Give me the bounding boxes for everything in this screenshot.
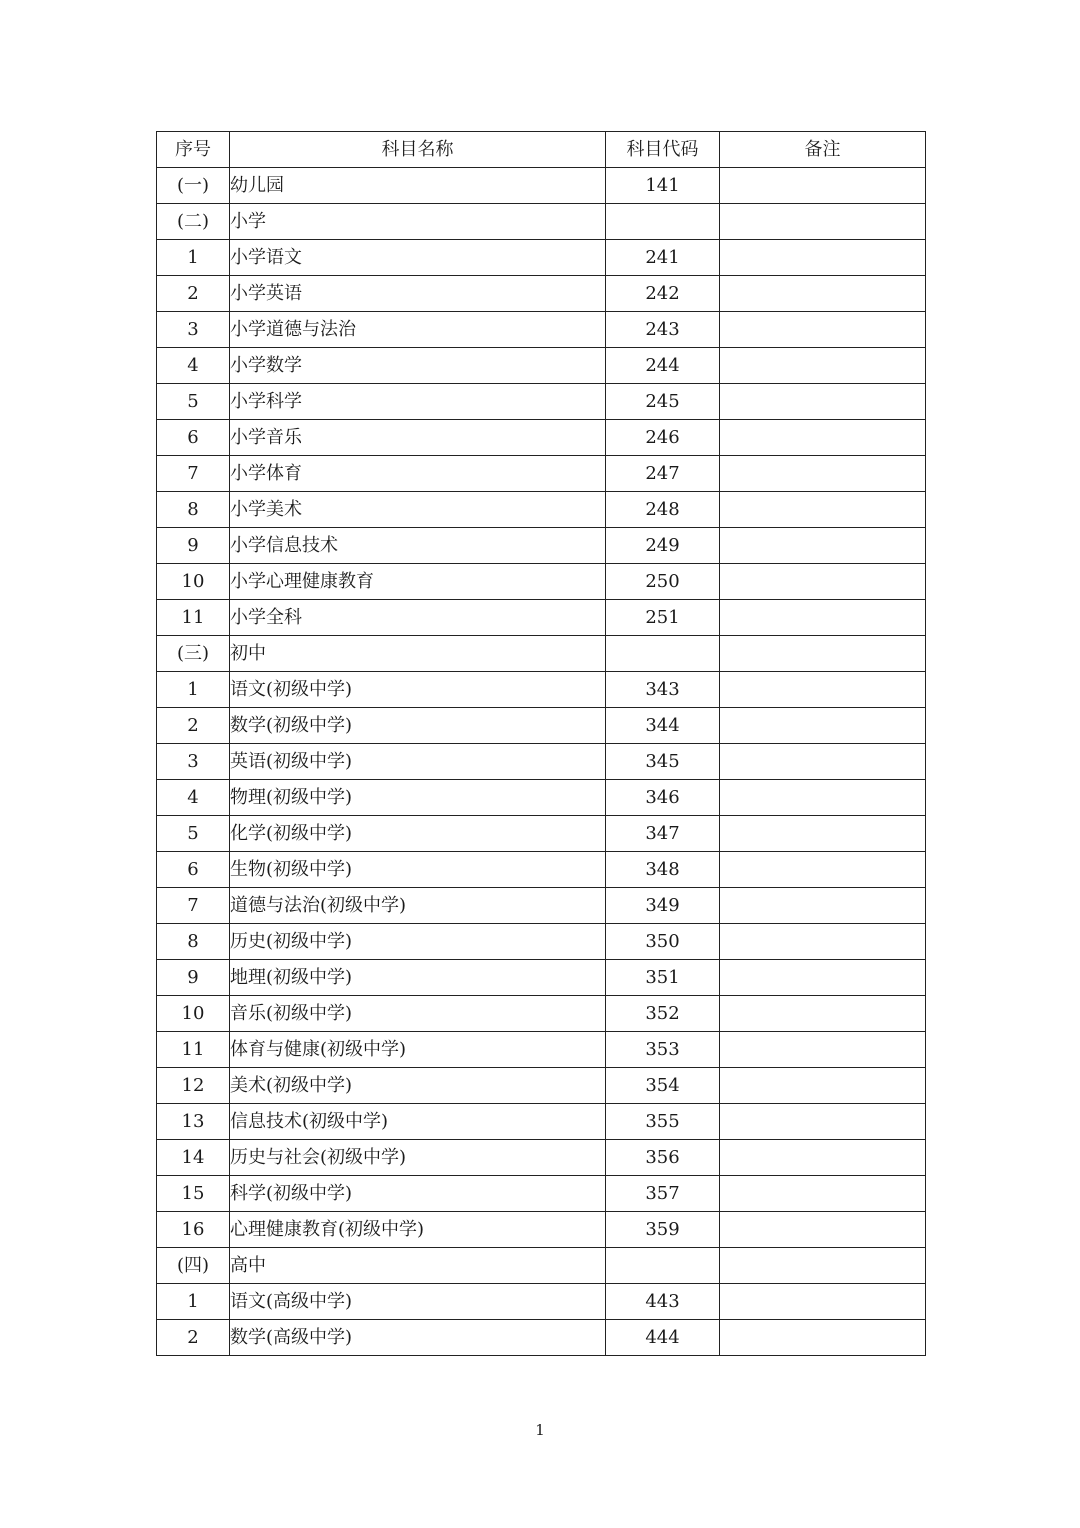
seq-cell: 5 (157, 816, 230, 852)
subject-name-cell: 体育与健康(初级中学) (230, 1032, 606, 1068)
header-seq: 序号 (157, 132, 230, 168)
note-cell (720, 456, 926, 492)
note-cell (720, 888, 926, 924)
subject-name-cell: 语文(高级中学) (230, 1284, 606, 1320)
seq-cell: 7 (157, 456, 230, 492)
header-row (157, 132, 926, 168)
table-row (157, 1284, 926, 1320)
subject-name-cell: 小学音乐 (230, 420, 606, 456)
subject-code-cell: 244 (606, 348, 720, 384)
subject-code-cell (606, 636, 720, 672)
table-row (157, 1104, 926, 1140)
subject-name-cell: 小学道德与法治 (230, 312, 606, 348)
note-cell (720, 204, 926, 240)
seq-cell: (三) (157, 636, 230, 672)
table-row (157, 888, 926, 924)
subject-name-cell: 幼儿园 (230, 168, 606, 204)
seq-cell: 9 (157, 960, 230, 996)
seq-cell: 4 (157, 348, 230, 384)
note-cell (720, 816, 926, 852)
subject-code-table (156, 131, 926, 1356)
subject-code-cell: 241 (606, 240, 720, 276)
note-cell (720, 240, 926, 276)
seq-cell: (一) (157, 168, 230, 204)
subject-code-cell: 346 (606, 780, 720, 816)
table-row (157, 960, 926, 996)
note-cell (720, 1140, 926, 1176)
seq-cell: 6 (157, 420, 230, 456)
note-cell (720, 420, 926, 456)
note-cell (720, 492, 926, 528)
seq-cell: 2 (157, 1320, 230, 1356)
subject-name-cell: 小学语文 (230, 240, 606, 276)
note-cell (720, 852, 926, 888)
subject-name-cell: 生物(初级中学) (230, 852, 606, 888)
note-cell (720, 996, 926, 1032)
note-cell (720, 1176, 926, 1212)
subject-name-cell: 高中 (230, 1248, 606, 1284)
seq-cell: 15 (157, 1176, 230, 1212)
note-cell (720, 348, 926, 384)
subject-code-cell: 444 (606, 1320, 720, 1356)
subject-code-cell: 249 (606, 528, 720, 564)
subject-name-cell: 信息技术(初级中学) (230, 1104, 606, 1140)
note-cell (720, 564, 926, 600)
subject-name-cell: 历史(初级中学) (230, 924, 606, 960)
subject-code-cell: 351 (606, 960, 720, 996)
seq-cell: 1 (157, 672, 230, 708)
seq-cell: 16 (157, 1212, 230, 1248)
note-cell (720, 600, 926, 636)
table-row (157, 672, 926, 708)
table-row (157, 1320, 926, 1356)
table-row (157, 816, 926, 852)
note-cell (720, 384, 926, 420)
note-cell (720, 168, 926, 204)
subject-name-cell: 小学 (230, 204, 606, 240)
table-row (157, 1212, 926, 1248)
table-row (157, 384, 926, 420)
subject-code-cell: 356 (606, 1140, 720, 1176)
subject-name-cell: 小学科学 (230, 384, 606, 420)
subject-name-cell: 心理健康教育(初级中学) (230, 1212, 606, 1248)
seq-cell: 1 (157, 240, 230, 276)
subject-code-cell: 347 (606, 816, 720, 852)
subject-code-cell: 250 (606, 564, 720, 600)
table-row (157, 996, 926, 1032)
subject-code-cell: 355 (606, 1104, 720, 1140)
seq-cell: (二) (157, 204, 230, 240)
subject-code-cell: 246 (606, 420, 720, 456)
subject-code-cell: 245 (606, 384, 720, 420)
note-cell (720, 1320, 926, 1356)
subject-name-cell: 小学美术 (230, 492, 606, 528)
subject-name-cell: 科学(初级中学) (230, 1176, 606, 1212)
note-cell (720, 1104, 926, 1140)
subject-code-cell: 349 (606, 888, 720, 924)
note-cell (720, 1284, 926, 1320)
seq-cell: 4 (157, 780, 230, 816)
table-row (157, 780, 926, 816)
note-cell (720, 960, 926, 996)
subject-code-cell: 343 (606, 672, 720, 708)
table-row (157, 1176, 926, 1212)
note-cell (720, 528, 926, 564)
note-cell (720, 672, 926, 708)
seq-cell: (四) (157, 1248, 230, 1284)
seq-cell: 14 (157, 1140, 230, 1176)
subject-code-cell: 359 (606, 1212, 720, 1248)
table-row (157, 924, 926, 960)
table-row (157, 204, 926, 240)
seq-cell: 10 (157, 996, 230, 1032)
subject-name-cell: 初中 (230, 636, 606, 672)
table-row (157, 1068, 926, 1104)
subject-code-cell: 248 (606, 492, 720, 528)
subject-name-cell: 数学(初级中学) (230, 708, 606, 744)
subject-name-cell: 小学数学 (230, 348, 606, 384)
page-number: 1 (535, 1421, 545, 1439)
note-cell (720, 1068, 926, 1104)
table-row (157, 456, 926, 492)
subject-code-cell: 443 (606, 1284, 720, 1320)
table-row (157, 1248, 926, 1284)
seq-cell: 6 (157, 852, 230, 888)
subject-name-cell: 小学体育 (230, 456, 606, 492)
subject-code-cell: 354 (606, 1068, 720, 1104)
seq-cell: 2 (157, 276, 230, 312)
seq-cell: 8 (157, 924, 230, 960)
subject-name-cell: 小学英语 (230, 276, 606, 312)
subject-code-cell: 247 (606, 456, 720, 492)
header-subject-name: 科目名称 (230, 132, 606, 168)
table-row (157, 600, 926, 636)
table-row (157, 852, 926, 888)
subject-code-cell: 344 (606, 708, 720, 744)
subject-code-cell: 141 (606, 168, 720, 204)
header-subject-code: 科目代码 (606, 132, 720, 168)
subject-code-cell: 345 (606, 744, 720, 780)
note-cell (720, 636, 926, 672)
table-row (157, 1032, 926, 1068)
note-cell (720, 780, 926, 816)
subject-code-cell: 357 (606, 1176, 720, 1212)
table-row (157, 744, 926, 780)
table-row (157, 168, 926, 204)
table-row (157, 420, 926, 456)
subject-code-cell: 350 (606, 924, 720, 960)
subject-name-cell: 物理(初级中学) (230, 780, 606, 816)
subject-code-cell (606, 1248, 720, 1284)
subject-name-cell: 历史与社会(初级中学) (230, 1140, 606, 1176)
seq-cell: 2 (157, 708, 230, 744)
note-cell (720, 1032, 926, 1068)
note-cell (720, 708, 926, 744)
seq-cell: 12 (157, 1068, 230, 1104)
table-row (157, 348, 926, 384)
note-cell (720, 312, 926, 348)
subject-name-cell: 道德与法治(初级中学) (230, 888, 606, 924)
table-row (157, 564, 926, 600)
seq-cell: 3 (157, 312, 230, 348)
seq-cell: 9 (157, 528, 230, 564)
note-cell (720, 924, 926, 960)
subject-name-cell: 语文(初级中学) (230, 672, 606, 708)
subject-code-cell: 353 (606, 1032, 720, 1068)
subject-name-cell: 地理(初级中学) (230, 960, 606, 996)
subject-name-cell: 数学(高级中学) (230, 1320, 606, 1356)
header-note: 备注 (720, 132, 926, 168)
note-cell (720, 744, 926, 780)
note-cell (720, 276, 926, 312)
table-row (157, 240, 926, 276)
table-row (157, 312, 926, 348)
note-cell (720, 1212, 926, 1248)
table-row (157, 708, 926, 744)
seq-cell: 8 (157, 492, 230, 528)
table-row (157, 1140, 926, 1176)
seq-cell: 10 (157, 564, 230, 600)
seq-cell: 7 (157, 888, 230, 924)
table-row (157, 276, 926, 312)
table-row (157, 492, 926, 528)
subject-name-cell: 音乐(初级中学) (230, 996, 606, 1032)
note-cell (720, 1248, 926, 1284)
seq-cell: 13 (157, 1104, 230, 1140)
table-row (157, 528, 926, 564)
subject-code-cell: 243 (606, 312, 720, 348)
subject-name-cell: 小学全科 (230, 600, 606, 636)
subject-name-cell: 美术(初级中学) (230, 1068, 606, 1104)
subject-code-cell (606, 204, 720, 240)
table-body (157, 168, 926, 1356)
subject-code-cell: 348 (606, 852, 720, 888)
table-header (157, 132, 926, 168)
subject-code-cell: 352 (606, 996, 720, 1032)
subject-name-cell: 小学信息技术 (230, 528, 606, 564)
seq-cell: 11 (157, 1032, 230, 1068)
subject-name-cell: 英语(初级中学) (230, 744, 606, 780)
table-row (157, 636, 926, 672)
subject-name-cell: 小学心理健康教育 (230, 564, 606, 600)
subject-name-cell: 化学(初级中学) (230, 816, 606, 852)
seq-cell: 3 (157, 744, 230, 780)
seq-cell: 11 (157, 600, 230, 636)
seq-cell: 5 (157, 384, 230, 420)
subject-code-cell: 242 (606, 276, 720, 312)
seq-cell: 1 (157, 1284, 230, 1320)
subject-code-cell: 251 (606, 600, 720, 636)
